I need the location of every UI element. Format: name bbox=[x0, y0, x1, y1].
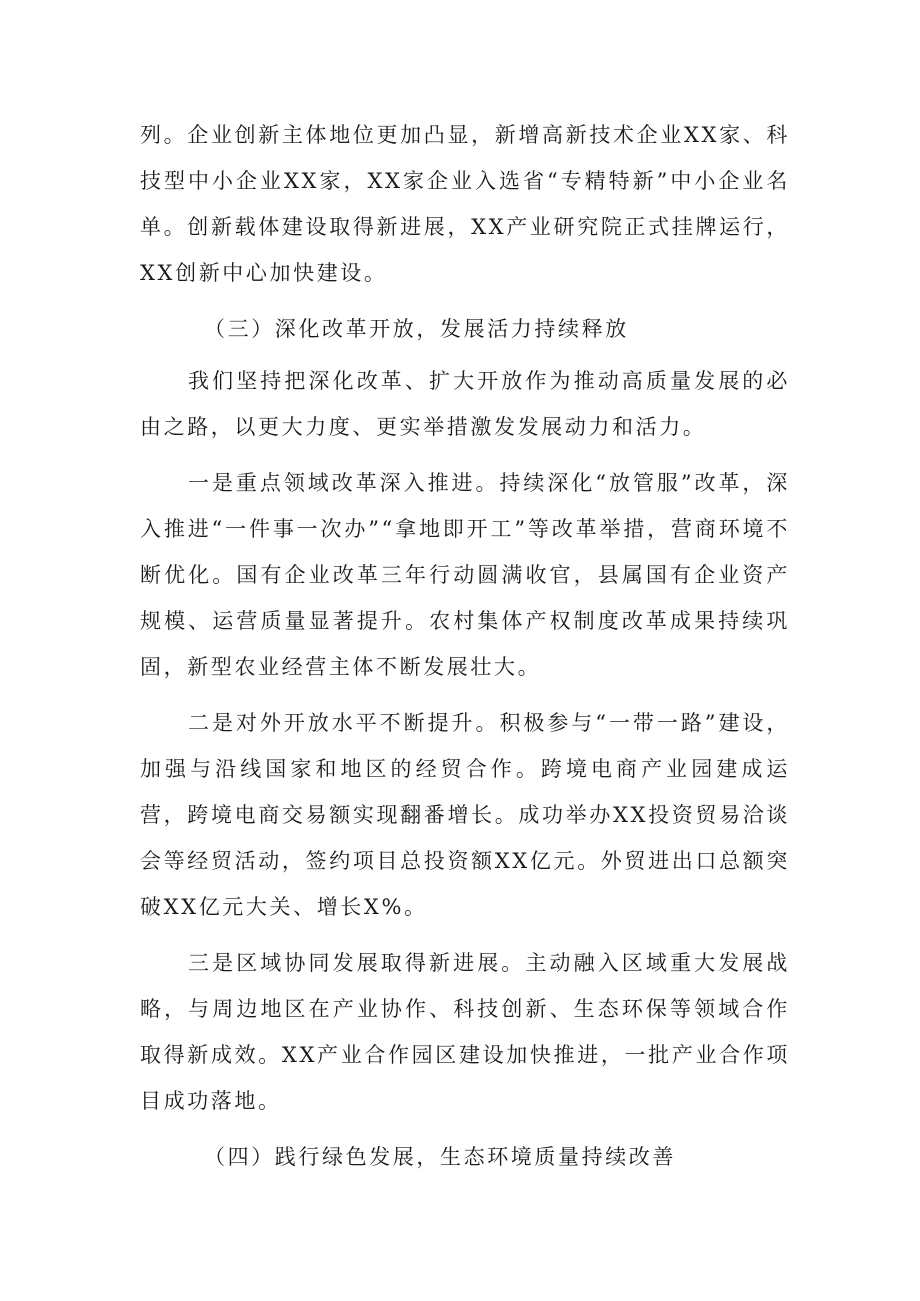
section-heading-4: （四）践行绿色发展，生态环境质量持续改善 bbox=[204, 1145, 676, 1169]
document-page bbox=[140, 112, 790, 1180]
section-heading-3: （三）深化改革开放，发展活力持续释放 bbox=[204, 317, 629, 341]
spacer bbox=[140, 1124, 790, 1134]
spacer bbox=[140, 930, 790, 940]
paragraph-reform-intro: 我们坚持把深化改革、扩大开放作为推动高质量发展的必由之路，以更大力度、更实举措激发发展动力和活力。 bbox=[140, 369, 790, 439]
spacer bbox=[140, 296, 790, 306]
paragraph-innovation-continued: 列。企业创新主体地位更加凸显，新增高新技术企业XX家、科技型中小企业XX家，XX家企业入选省“专精特新”中小企业名单。创新载体建设取得新进展，XX产业研究院正式挂牌运行，XX创新中心加快建设。 bbox=[140, 123, 790, 285]
paragraph-reform-key-areas: 一是重点领域改革深入推进。持续深化“放管服”改革，深入推进“一件事一次办”“拿地即开工”等改革举措，营商环境不断优化。国有企业改革三年行动圆满收官，县属国有企业资产规模、运营质量显著提升。农村集体产权制度改革成果持续巩固，新型农业经营主体不断发展壮大。 bbox=[140, 471, 790, 679]
spacer bbox=[140, 450, 790, 460]
spacer bbox=[140, 690, 790, 700]
paragraph-opening-up: 二是对外开放水平不断提升。积极参与“一带一路”建设，加强与沿线国家和地区的经贸合作。跨境电商产业园建成运营，跨境电商交易额实现翻番增长。成功举办XX投资贸易洽谈会等经贸活动，签约项目总投资额XX亿元。外贸进出口总额突破XX亿元大关、增长X%。 bbox=[140, 711, 790, 919]
paragraph-regional-coordination: 三是区域协同发展取得新进展。主动融入区域重大发展战略，与周边地区在产业协作、科技创新、生态环保等领域合作取得新成效。XX产业合作园区建设加快推进，一批产业合作项目成功落地。 bbox=[140, 951, 790, 1113]
